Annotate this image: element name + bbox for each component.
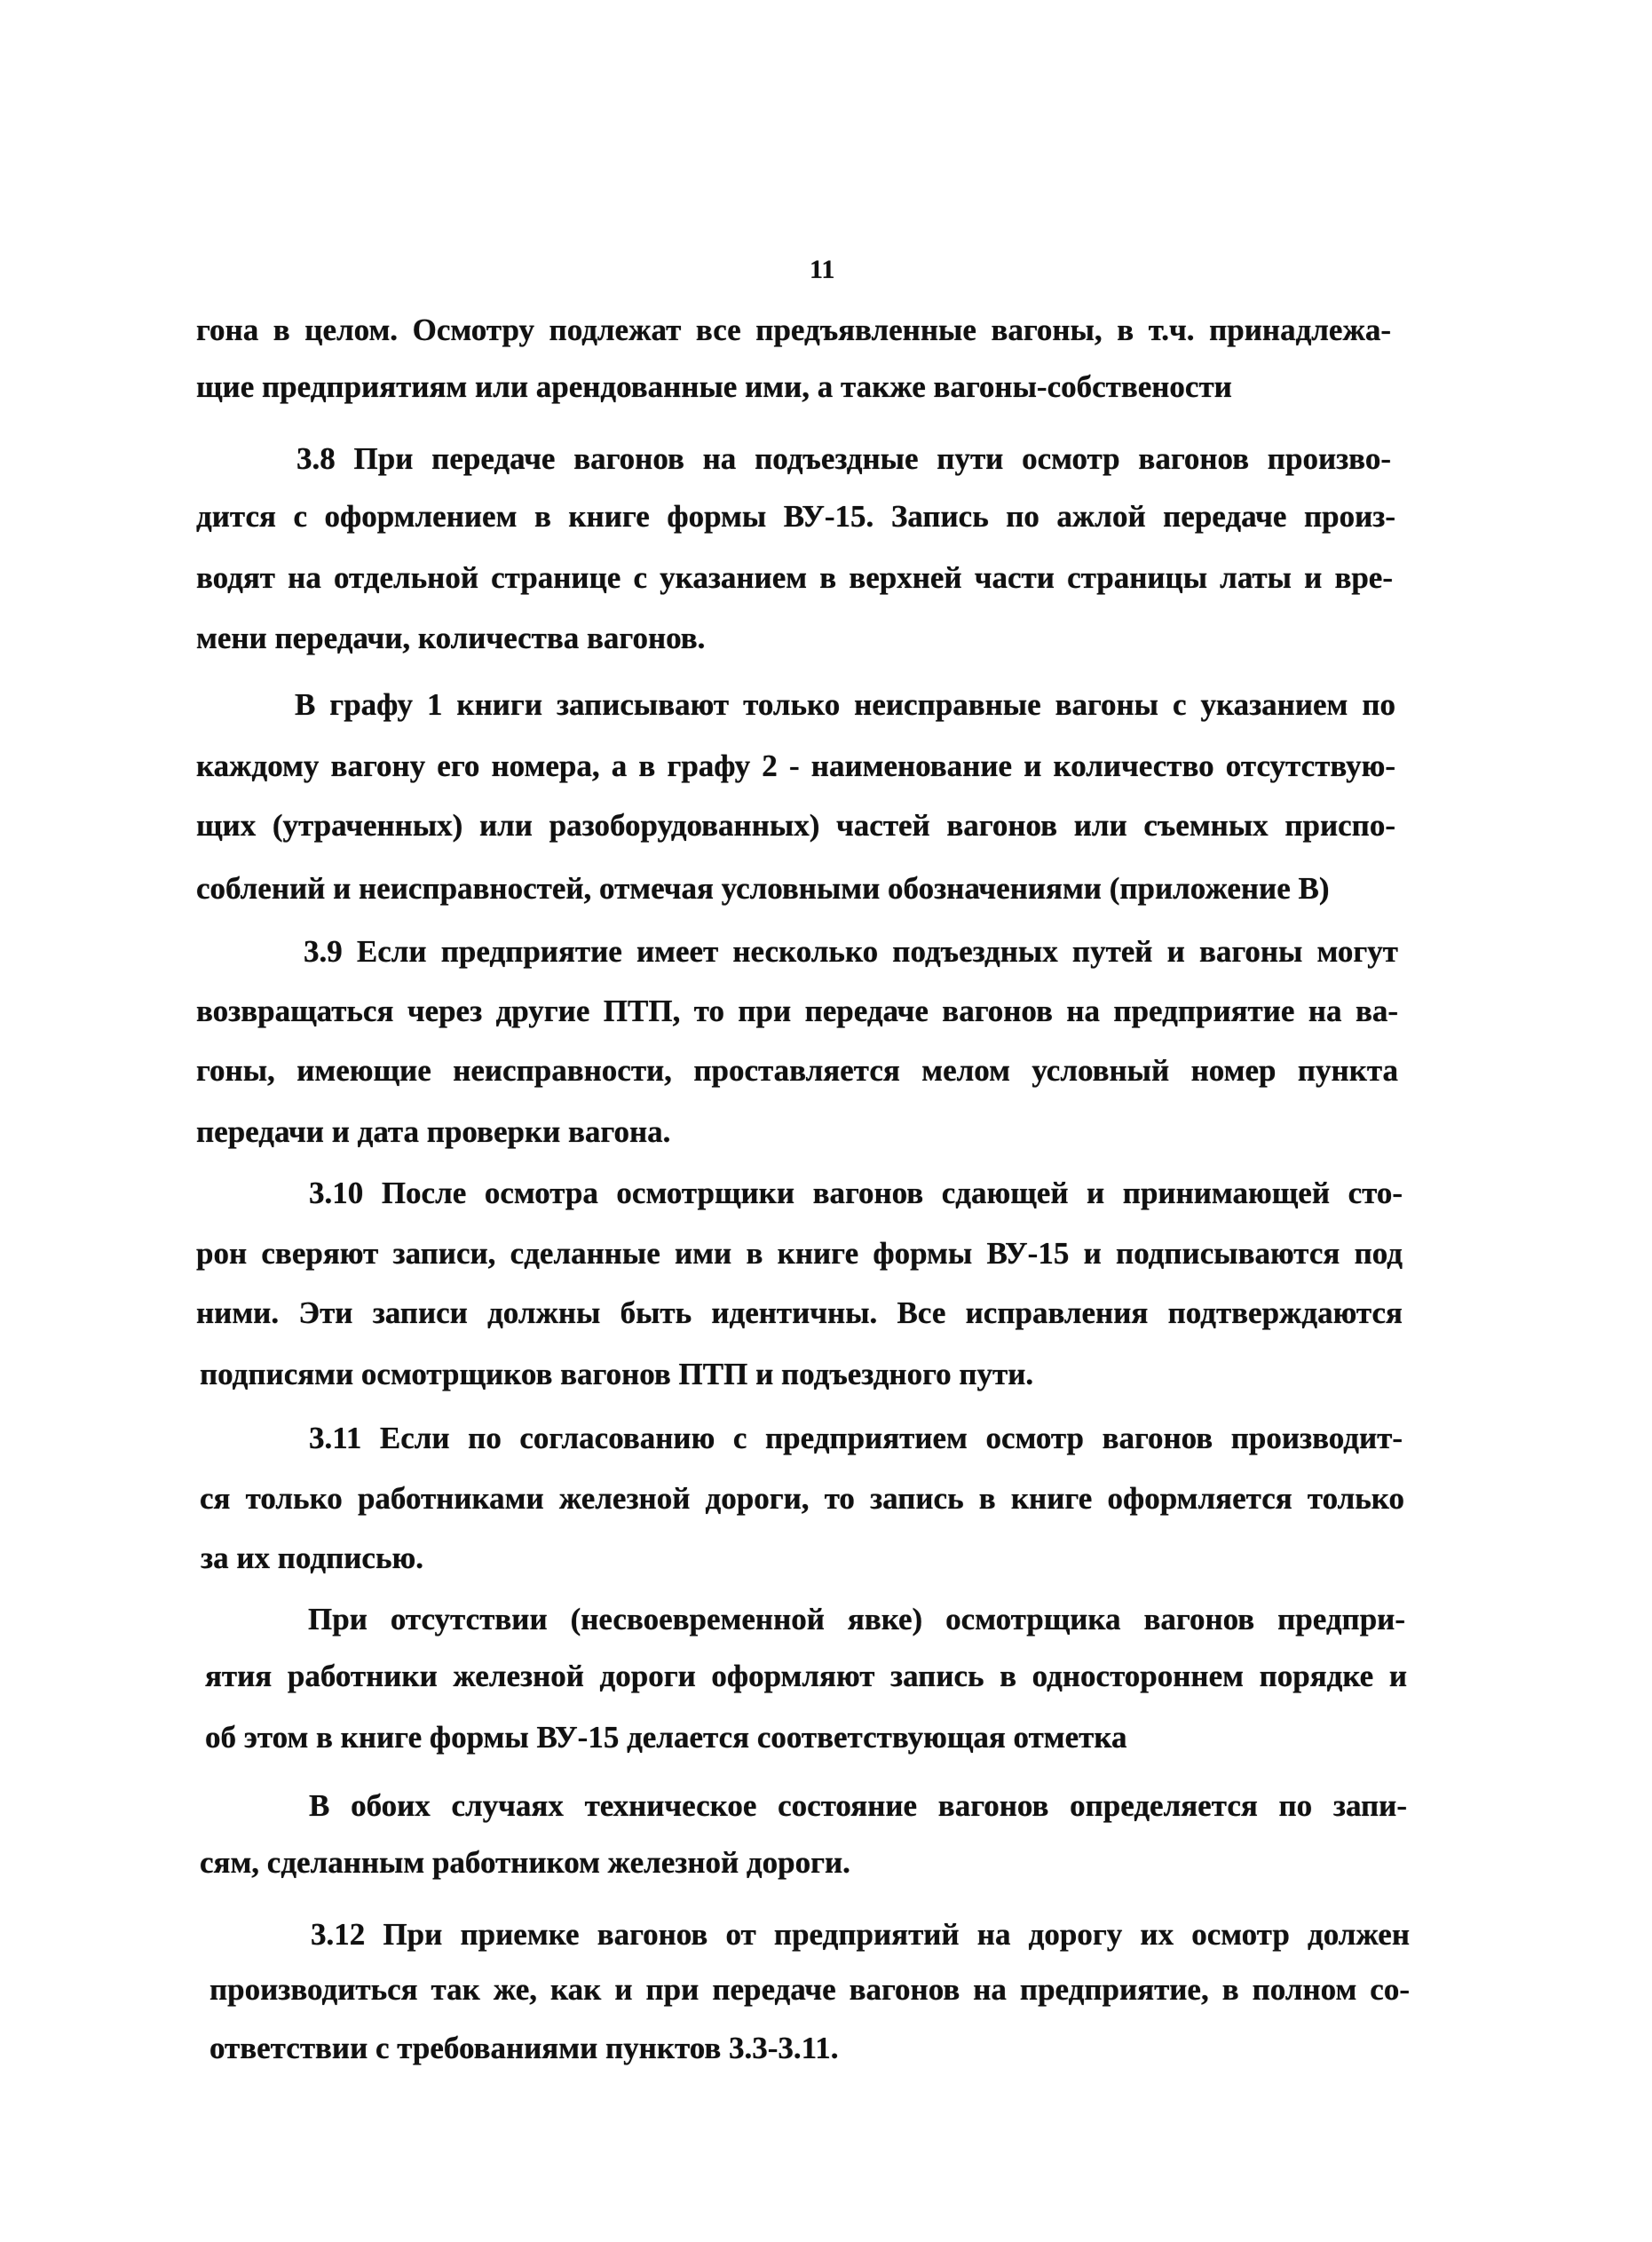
line-text: В обоих случаях техническое состояние вагонов определяется по запи- bbox=[309, 1788, 1407, 1823]
text-line bbox=[200, 1355, 1395, 1394]
line-text: гоны, имеющие неисправности, проставляется мелом условный номер пункта bbox=[196, 1053, 1398, 1088]
line-text: При отсутствии (несвоевременной явке) осмотрщика вагонов предпри- bbox=[308, 1602, 1405, 1636]
text-line bbox=[196, 497, 1395, 536]
text-line bbox=[296, 440, 1391, 479]
text-line bbox=[196, 619, 1391, 658]
line-text: ними. Эти записи должны быть идентичны. Все исправления подтверждаются bbox=[196, 1295, 1403, 1330]
text-line bbox=[209, 1970, 1410, 2009]
line-text: щих (утраченных) или разоборудованных) частей вагонов или съемных приспо- bbox=[196, 808, 1395, 843]
line-text: подписями осмотрщиков вагонов ПТП и подъездного пути. bbox=[200, 1357, 1034, 1391]
text-line bbox=[200, 1479, 1404, 1518]
line-text: 3.11 Если по согласованию с предприятием осмотр вагонов производит- bbox=[309, 1421, 1403, 1455]
line-text: об этом в книге формы ВУ-15 делается соответствующая отметка bbox=[205, 1720, 1127, 1755]
text-line bbox=[205, 1657, 1407, 1696]
page-number: 11 bbox=[810, 255, 835, 284]
line-text: каждому вагону его номера, а в графу 2 - наименование и количество отсутствую- bbox=[196, 749, 1395, 783]
line-text: передачи и дата проверки вагона. bbox=[196, 1114, 671, 1149]
text-line bbox=[196, 747, 1395, 786]
text-line bbox=[196, 869, 1368, 908]
line-text: сям, сделанным работником железной дороги. bbox=[200, 1845, 850, 1880]
line-text: ответствии с требованиями пунктов 3.3-3.11. bbox=[209, 2031, 839, 2065]
text-line bbox=[196, 806, 1395, 845]
text-line bbox=[308, 1600, 1405, 1639]
text-line bbox=[196, 1234, 1403, 1273]
line-text: возвращаться через другие ПТП, то при передаче вагонов на предприятие на ва- bbox=[196, 994, 1398, 1028]
text-line bbox=[196, 1113, 1391, 1152]
line-text: В графу 1 книги записывают только неисправные вагоны с указанием по bbox=[295, 687, 1395, 722]
text-line bbox=[311, 1915, 1410, 1954]
text-line bbox=[209, 2029, 1404, 2068]
text-line bbox=[309, 1174, 1403, 1213]
text-line bbox=[196, 311, 1391, 350]
text-line bbox=[200, 1843, 1395, 1882]
line-text: водят на отдельной странице с указанием в верхней части страницы латы и вре- bbox=[196, 560, 1393, 595]
text-line bbox=[196, 1051, 1398, 1090]
line-text: 3.12 При приемке вагонов от предприятий на дорогу их осмотр должен bbox=[311, 1917, 1410, 1952]
line-text: гона в целом. Осмотру подлежат все предъявленные вагоны, в т.ч. принадлежа- bbox=[196, 313, 1391, 347]
line-text: мени передачи, количества вагонов. bbox=[196, 621, 706, 655]
line-text: ся только работниками железной дороги, то запись в книге оформляется только bbox=[200, 1481, 1404, 1516]
line-text: 3.10 После осмотра осмотрщики вагонов сдающей и принимающей сто- bbox=[309, 1176, 1403, 1210]
text-line bbox=[309, 1786, 1407, 1826]
line-text: щие предприятиям или арендованные ими, а также вагоны-собствености bbox=[196, 369, 1232, 404]
line-text: производиться так же, как и при передаче вагонов на предприятие, в полном со- bbox=[209, 1972, 1410, 2007]
text-line bbox=[304, 932, 1398, 971]
text-line bbox=[196, 368, 1391, 407]
line-text: 3.8 При передаче вагонов на подъездные пути осмотр вагонов произво- bbox=[296, 441, 1391, 476]
line-text: рон сверяют записи, сделанные ими в книге формы ВУ-15 и подписываются под bbox=[196, 1236, 1403, 1271]
text-line bbox=[295, 685, 1395, 725]
line-text: за их подписью. bbox=[201, 1541, 423, 1575]
line-text: дится с оформлением в книге формы ВУ-15. Запись по ажлой передаче произ- bbox=[196, 499, 1395, 534]
text-line bbox=[205, 1718, 1400, 1757]
text-line bbox=[196, 1294, 1403, 1333]
text-line bbox=[196, 559, 1393, 598]
text-line bbox=[309, 1419, 1403, 1458]
line-text: 3.9 Если предприятие имеет несколько подъездных путей и вагоны могут bbox=[304, 934, 1398, 969]
text-line bbox=[196, 992, 1398, 1031]
line-text: ятия работники железной дороги оформляют запись в одностороннем порядке и bbox=[205, 1659, 1407, 1693]
text-line bbox=[201, 1539, 1395, 1578]
line-text: соблений и неисправностей, отмечая условными обозначениями (приложение В) bbox=[196, 871, 1330, 906]
